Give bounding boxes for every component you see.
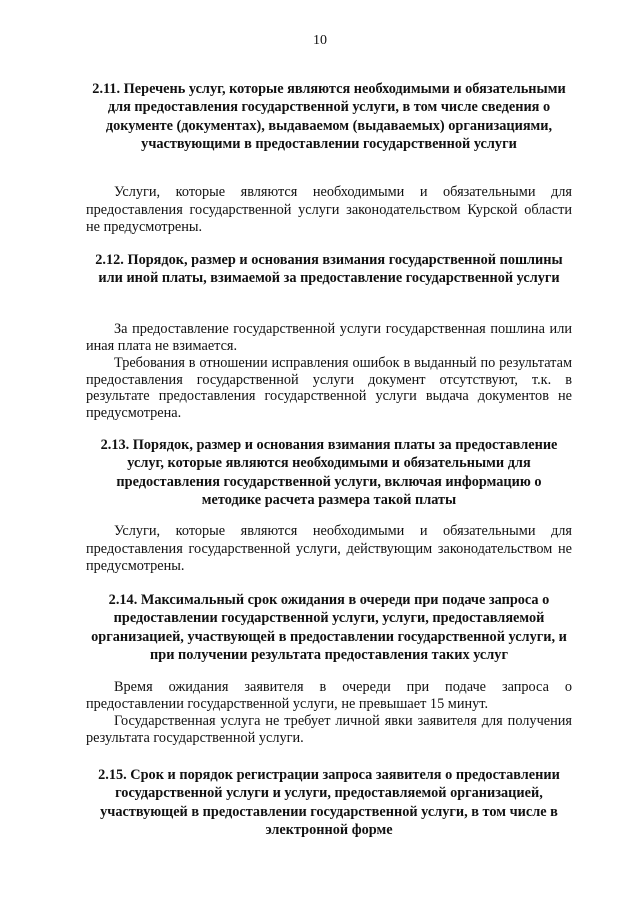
page-number: 10 bbox=[313, 33, 327, 48]
section-2-11-paragraph-1: Услуги, которые являются необходимыми и обязательными для предоставления государственной услуги законодательством Курской области не предусмотрены. bbox=[86, 184, 572, 236]
section-2-14-heading: 2.14. Максимальный срок ожидания в очереди при подаче запроса о предоставлении государственной услуги, услуги, предоставляемой организацией, участвующей в предоставлении государственной услуги, и при получении результата предоставления таких услуг bbox=[91, 592, 567, 663]
section-2-11-heading: 2.11. Перечень услуг, которые являются необходимыми и обязательными для предоставления государственной услуги, в том числе сведения о документе (документах), выдаваемом (выдаваемых) организациями, участвующими в предоставлении государственной услуги bbox=[92, 81, 566, 152]
section-2-14-paragraph-1: Время ожидания заявителя в очереди при подаче запроса о предоставлении государственной услуги, не превышает 15 минут. bbox=[86, 679, 572, 712]
section-2-12-paragraph-1: За предоставление государственной услуги государственная пошлина или иная плата не взимается. bbox=[86, 321, 572, 354]
section-2-12-heading: 2.12. Порядок, размер и основания взимания государственной пошлины или иной платы, взимаемой за предоставление государственной услуги bbox=[95, 252, 563, 287]
section-2-15-heading: 2.15. Срок и порядок регистрации запроса заявителя о предоставлении государственной услуги и услуги, предоставляемой организацией, участвующей в предоставлении государственной услуги, в том числе в электронной форме bbox=[98, 767, 560, 838]
section-2-14-paragraph-2: Государственная услуга не требует личной явки заявителя для получения результата государственной услуги. bbox=[86, 713, 572, 746]
section-2-13-paragraph-1: Услуги, которые являются необходимыми и обязательными для предоставления государственной услуги, действующим законодательством не предусмотрены. bbox=[86, 523, 572, 575]
section-2-13-heading: 2.13. Порядок, размер и основания взимания платы за предоставление услуг, которые являются необходимыми и обязательными для предоставления государственной услуги, включая информацию о методике расчета размера такой платы bbox=[100, 437, 558, 508]
section-2-12-paragraph-2: Требования в отношении исправления ошибок в выданный по результатам предоставления государственной услуги документ отсутствуют, т.к. в результате предоставления государственной услуги выдача документов не предусмотрена. bbox=[86, 355, 572, 421]
